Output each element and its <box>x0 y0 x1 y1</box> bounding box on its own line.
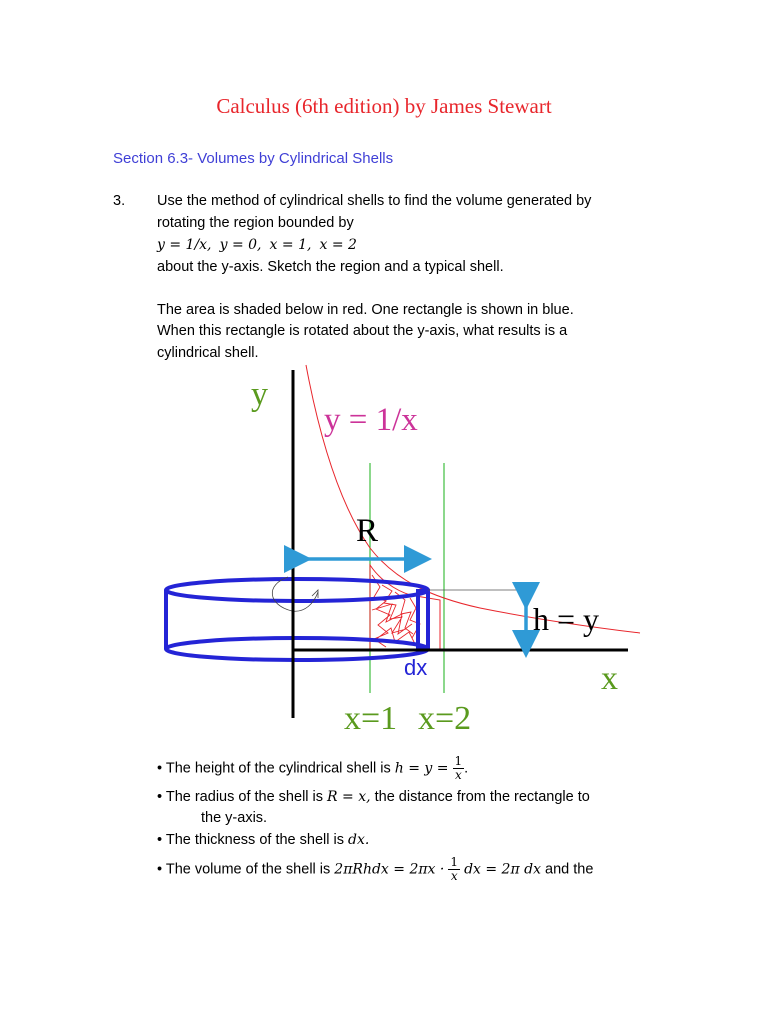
radius-label: R <box>356 513 379 549</box>
bullet-radius <box>157 789 590 805</box>
height-label: h = y <box>533 601 600 637</box>
y-axis-label: y <box>251 376 268 413</box>
bullet-height-math: h = y = <box>394 760 449 777</box>
bullet-volume-math-2: dx = 2π dx <box>464 861 541 878</box>
bullet-thickness-text: • The thickness of the shell is <box>157 832 344 848</box>
problem-line-1: Use the method of cylindrical shells to find the volume generated by <box>157 193 592 209</box>
eq-y-1-over-x: y = 1/x, <box>157 237 212 253</box>
fraction-numerator: 1 <box>450 855 459 869</box>
bullet-volume-text: • The volume of the shell is <box>157 861 331 878</box>
paragraph-line-2: When this rectangle is rotated about the y-axis, what results is a <box>157 323 568 339</box>
bullet-volume-fraction <box>448 856 460 883</box>
problem-line-2: rotating the region bounded by <box>157 215 354 231</box>
bullet-thickness <box>157 832 369 848</box>
bullet-volume <box>157 856 593 883</box>
eq-x-1: x = 1, <box>269 237 312 253</box>
shell-top-ellipse <box>166 579 428 601</box>
x2-label: x=2 <box>418 700 472 737</box>
bullet-volume-math-1: 2πRhdx = 2πx · <box>334 861 445 878</box>
bullet-radius-continued: the y-axis. <box>201 810 268 826</box>
problem-number: 3. <box>113 193 126 209</box>
bullet-radius-post: the distance from the rectangle to <box>374 789 590 805</box>
bullet-thickness-math: dx. <box>348 832 370 848</box>
document-title: Calculus (6th edition) by James Stewart <box>216 94 552 118</box>
fraction-denominator: x <box>454 768 462 782</box>
bullet-height-text: • The height of the cylindrical shell is <box>157 760 391 777</box>
eq-x-2: x = 2 <box>319 237 357 253</box>
section-heading: Section 6.3- Volumes by Cylindrical Shells <box>113 150 394 167</box>
fraction-numerator: 1 <box>454 754 463 768</box>
dx-label: dx <box>404 655 428 680</box>
bullet-height-period: . <box>464 760 469 777</box>
paragraph-line-3: cylindrical shell. <box>157 345 259 361</box>
shell-rectangle <box>418 591 428 649</box>
curve-label: y = 1/x <box>324 402 418 438</box>
fraction-denominator: x <box>450 869 458 883</box>
bullet-radius-math: R = x, <box>327 789 371 805</box>
eq-y-0: y = 0, <box>219 237 262 253</box>
rotation-arc <box>272 577 318 611</box>
x1-label: x=1 <box>344 700 398 737</box>
bullet-volume-post: and the <box>545 861 594 878</box>
paragraph-line-1: The area is shaded below in red. One rectangle is shown in blue. <box>157 302 574 318</box>
x-axis-label: x <box>601 660 618 697</box>
bullet-radius-text: • The radius of the shell is <box>157 789 324 805</box>
problem-line-4: about the y-axis. Sketch the region and a typical shell. <box>157 259 504 275</box>
bullet-height-fraction <box>453 755 465 782</box>
bullet-height <box>157 755 468 782</box>
